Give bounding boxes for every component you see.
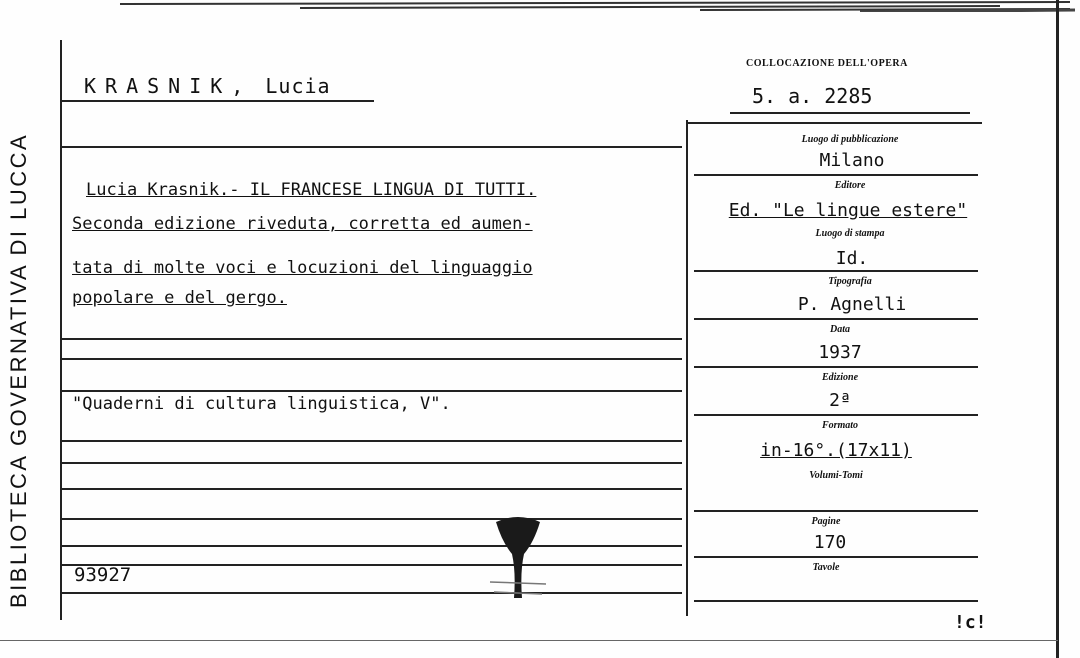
description-line: Seconda edizione riveduta, corretta ed aumen- [72, 214, 533, 234]
right-box-top-border [686, 122, 982, 124]
author-surname: KRASNIK, [84, 74, 253, 98]
author-heading [84, 74, 331, 98]
ink-smudge [488, 512, 548, 604]
series-note: "Quaderni di cultura linguistica, V". [72, 394, 451, 414]
corner-mark: !c! [954, 612, 987, 633]
card-right-edge [1056, 0, 1059, 658]
top-edge-scan-noise [0, 0, 1080, 12]
field-label-edition: Edizione [821, 372, 859, 383]
left-margin-line [60, 40, 62, 620]
field-value-pages: 170 [813, 532, 847, 553]
field-value-place: Milano [819, 150, 885, 171]
field-line [694, 600, 978, 602]
field-value-publisher: Ed. "Le lingue estere" [728, 200, 968, 221]
inventory-number: 93927 [74, 564, 132, 586]
field-line [694, 270, 978, 272]
field-label-pages: Pagine [811, 516, 841, 527]
field-value-print-place: Id. [835, 248, 869, 269]
ruled-line [62, 564, 682, 566]
field-label-date: Data [830, 324, 850, 335]
field-value-date: 1937 [818, 342, 862, 363]
field-line [694, 318, 978, 320]
field-value-printer: P. Agnelli [797, 294, 907, 315]
ruled-line [62, 338, 682, 340]
author-given-name: Lucia [265, 74, 331, 98]
institution-sidebar: BIBLIOTECA GOVERNATIVA DI LUCCA [6, 132, 31, 608]
collocation-value: 5. a. 2285 [752, 84, 873, 108]
field-label-publisher: Editore [834, 180, 866, 191]
ruled-line [62, 100, 374, 102]
collocation-label: COLLOCAZIONE DELL'OPERA [746, 58, 908, 69]
ruled-line [62, 440, 682, 442]
description-line: Lucia Krasnik.- IL FRANCESE LINGUA DI TUTTI. [86, 180, 537, 200]
field-line [694, 366, 978, 368]
card-bottom-edge [0, 640, 1058, 641]
field-value-format: in-16°.(17x11) [760, 440, 912, 461]
ruled-line [62, 488, 682, 490]
ruled-line [62, 358, 682, 360]
ruled-line [62, 146, 682, 148]
field-line [694, 174, 978, 176]
field-label-printer: Tipografia [828, 276, 872, 287]
description-line: tata di molte voci e locuzioni del linguaggio [72, 258, 533, 278]
ruled-line [62, 592, 682, 594]
field-label-format: Formato [821, 420, 859, 431]
field-label-print-place: Luogo di stampa [815, 228, 885, 239]
field-line [694, 510, 978, 512]
description-line: popolare e del gergo. [72, 288, 287, 308]
right-box-left-border [686, 120, 688, 616]
ruled-line [62, 390, 682, 392]
field-label-volumes: Volumi-Tomi [809, 470, 863, 481]
ruled-line [62, 545, 682, 547]
ruled-line [62, 462, 682, 464]
field-line [694, 556, 978, 558]
field-label-place: Luogo di pubblicazione [801, 134, 899, 145]
ruled-line [62, 518, 682, 520]
collocation-underline [730, 112, 970, 114]
field-line [694, 414, 978, 416]
field-value-edition: 2ª [829, 390, 851, 411]
field-label-plates: Tavole [812, 562, 840, 573]
